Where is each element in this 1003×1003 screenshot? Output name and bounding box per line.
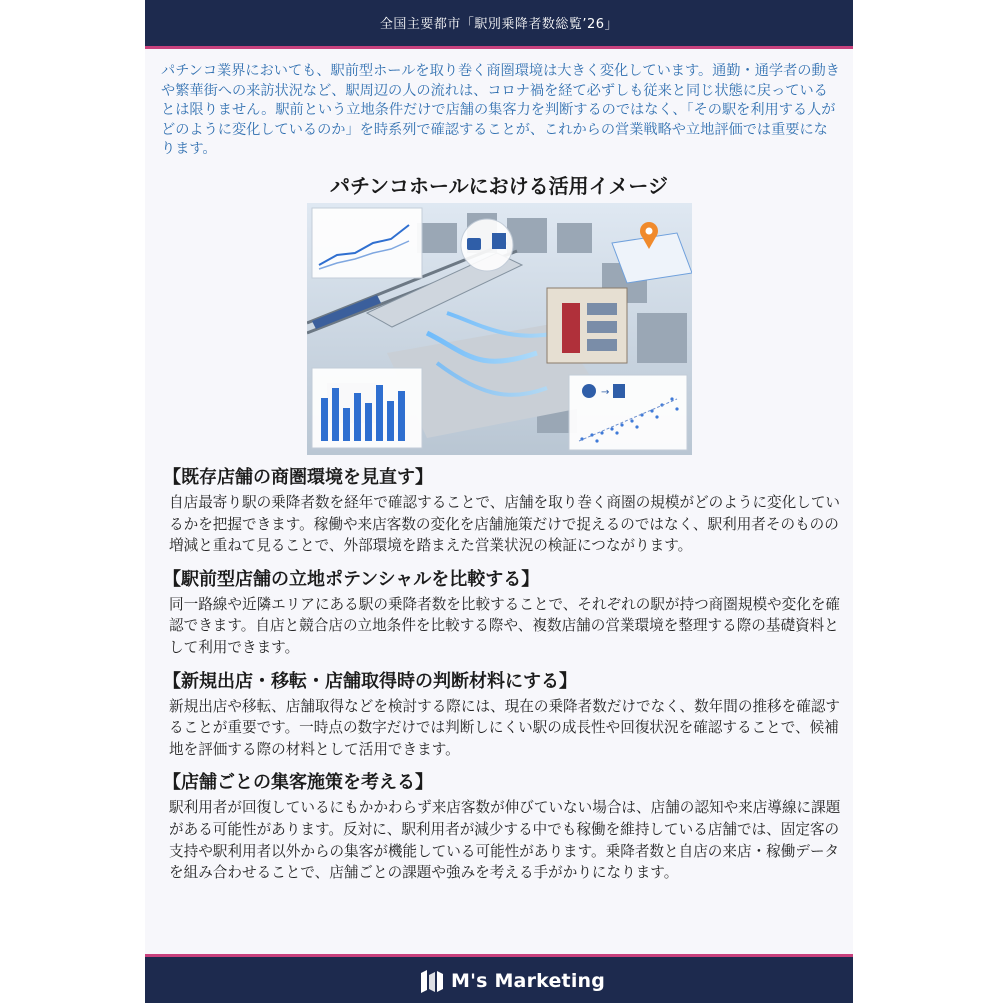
section-heading: 【既存店舗の商圏環境を見直す】: [163, 467, 433, 488]
header-title: 全国主要都市「駅別乗降者数総覧’26」: [379, 17, 619, 32]
section-new-store-decision: [163, 670, 843, 761]
header-accent-line: [145, 46, 853, 49]
city-station-illustration: [307, 203, 692, 455]
company-logo: [419, 969, 605, 993]
section-heading: 【店舗ごとの集客施策を考える】: [163, 772, 433, 794]
section-heading: 【新規出店・移転・店舗取得時の判断材料にする】: [163, 670, 577, 692]
footer-band: [145, 957, 853, 1003]
header-band: [145, 0, 853, 46]
illustration-title: パチンコホールにおける活用イメージ: [330, 174, 668, 198]
section-customer-measures: [163, 771, 843, 883]
logo-text: M's Marketing: [451, 970, 606, 992]
section-body: 駅利用者が回復しているにもかかわらず来店客数が伸びていない場合は、店舗の認知や来店導線に課題がある可能性があります。反対に、駅利用者が減少する中でも稼働を維持している店舗では、固定客の支持や駅利用者以外からの集客が機能している可能性があります。乗降者数と自店の来店・稼働データを組み合わせることで、店舗ごとの課題や強みを考える手がかりになります。: [169, 799, 841, 882]
section-heading: 【駅前型店舗の立地ポテンシャルを比較する】: [163, 568, 540, 590]
section-body: 同一路線や近隣エリアにある駅の乗降者数を比較することで、それぞれの駅が持つ商圏規模や変化を確認できます。自店と競合店の立地条件を比較する際や、複数店舗の営業環境を整理する際の基礎資料として利用できます。: [169, 595, 841, 656]
section-station-potential: [163, 568, 843, 659]
intro-paragraph: パチンコ業界においても、駅前型ホールを取り巻く商圏環境は大きく変化しています。通勤・通学者の動きや繁華街への来訪状況など、駅周辺の人の流れは、コロナ禍を経て必ずしも従来と同じ状態に戻っているとは限りません。駅前という立地条件だけで店舗の集客力を判断するのではなく、「その駅を利用する人がどのように変化しているのか」を時系列で確認することが、これからの営業戦略や立地評価では重要になります。: [161, 63, 840, 157]
section-existing-store: [163, 466, 843, 557]
svg-text:→: →: [601, 387, 610, 398]
sections: [163, 466, 843, 895]
section-body: 新規出店や移転、店舗取得などを検討する際には、現在の乗降者数だけでなく、数年間の推移を確認することが重要です。一時点の数字だけでは判断しにくい駅の成長性や回復状況を確認することで、候補地を評価する際の材料として活用できます。: [169, 697, 841, 758]
section-body: 自店最寄り駅の乗降者数を経年で確認することで、店舗を取り巻く商圏の規模がどのように変化しているかを把握できます。稼働や来店客数の変化を店舗施策だけで捉えるのではなく、駅利用者そのものの増減と重ねて見ることで、外部環境を踏まえた営業状況の検証につながります。: [169, 494, 841, 555]
logo-mark-icon: [419, 969, 445, 993]
document-page: [145, 0, 853, 1003]
